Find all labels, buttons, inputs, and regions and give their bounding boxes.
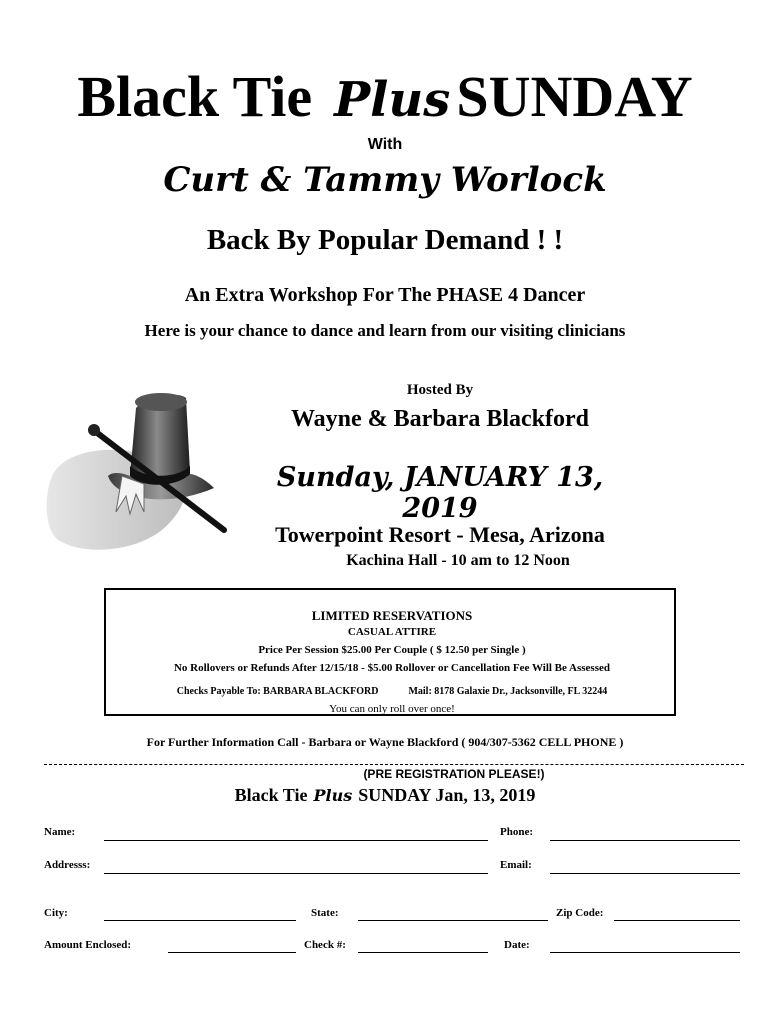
name-label: Name: [44, 826, 76, 838]
limited-reservations: LIMITED RESERVATIONS [311, 608, 473, 623]
event-date: Sunday, JANUARY 13, 2019 [276, 462, 604, 524]
hosts-name: Wayne & Barbara Blackford [291, 406, 589, 432]
state-field[interactable] [358, 920, 548, 921]
featured-clinicians: Curt & Tammy Worlock [163, 160, 607, 200]
with-label: With [367, 136, 403, 153]
contact-info: For Further Information Call - Barbara or Wayne Blackford ( 904/307-5362 CELL PHONE ) [146, 735, 624, 749]
hosted-by-label: Hosted By [406, 382, 474, 398]
name-field[interactable] [104, 840, 488, 841]
form-title-plus: Plus [313, 786, 353, 805]
email-label: Email: [500, 859, 532, 871]
price-info: Price Per Session $25.00 Per Couple ( $ 12.50 per Single ) [258, 644, 526, 656]
city-label: City: [44, 907, 68, 919]
payment-info [106, 686, 678, 697]
casual-attire: CASUAL ATTIRE [347, 626, 437, 638]
event-location: Towerpoint Resort - Mesa, Arizona [275, 522, 605, 547]
city-field[interactable] [104, 920, 296, 921]
title-plus: Plus [334, 72, 451, 128]
email-field[interactable] [550, 873, 740, 874]
popular-demand-heading: Back By Popular Demand ! ! [206, 224, 564, 256]
reservation-box [104, 588, 676, 716]
form-title-black-tie: Black Tie [234, 785, 308, 805]
checks-payable: Checks Payable To: BARBARA BLACKFORD [176, 686, 379, 697]
workshop-subtitle: An Extra Workshop For The PHASE 4 Dancer [184, 284, 586, 306]
hat-top [135, 393, 187, 411]
cane-tip [88, 424, 100, 436]
check-label: Check #: [304, 939, 346, 951]
amount-label: Amount Enclosed: [44, 939, 132, 951]
top-hat-icon [44, 380, 270, 558]
address-label: Addresss: [44, 859, 91, 871]
rollover-note: You can only roll over once! [329, 703, 455, 715]
mail-address: Mail: 8178 Galaxie Dr., Jacksonville, FL 32244 [408, 686, 608, 697]
event-hall-time: Kachina Hall - 10 am to 12 Noon [346, 552, 570, 569]
zip-label: Zip Code: [556, 907, 604, 919]
form-title-date: SUNDAY Jan, 13, 2019 [358, 785, 536, 805]
cut-line [44, 764, 744, 765]
phone-label: Phone: [500, 826, 533, 838]
preregistration-label: (PRE REGISTRATION PLEASE!) [363, 767, 545, 781]
title-sunday: SUNDAY [456, 64, 693, 129]
address-field[interactable] [104, 873, 488, 874]
rollover-policy: No Rollovers or Refunds After 12/15/18 - $5.00 Rollover or Cancellation Fee Will Be Assessed [173, 662, 610, 674]
date-label: Date: [504, 939, 530, 951]
form-title [0, 785, 770, 806]
check-field[interactable] [358, 952, 488, 953]
phone-field[interactable] [550, 840, 740, 841]
title-black-tie: Black Tie [77, 64, 313, 129]
amount-field[interactable] [168, 952, 296, 953]
date-field[interactable] [550, 952, 740, 953]
page-title [0, 62, 770, 132]
state-label: State: [311, 907, 339, 919]
chance-tagline: Here is your chance to dance and learn from our visiting clinicians [144, 321, 626, 340]
zip-field[interactable] [614, 920, 740, 921]
